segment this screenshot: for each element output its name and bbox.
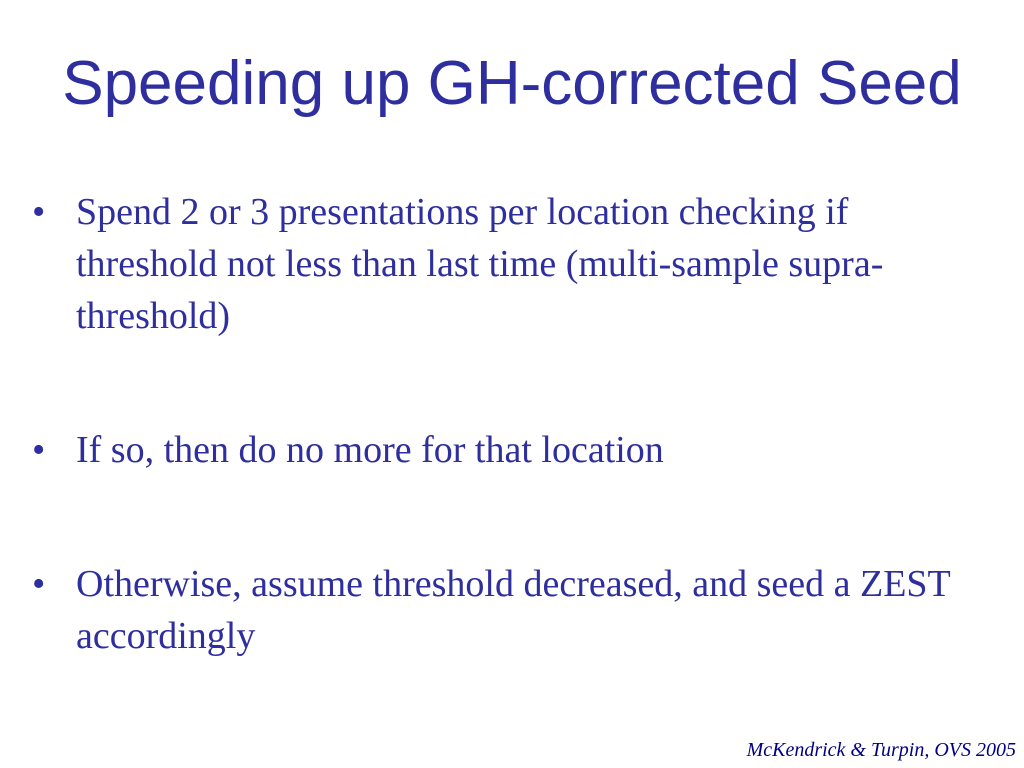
bullet-list [30,186,990,662]
bullet-item [30,558,990,662]
bullet-text: Spend 2 or 3 presentations per location checking if threshold not less than last time (multi-sample supra-threshold) [76,191,884,337]
bullet-dot-icon: • [32,191,46,233]
slide-title: Speeding up GH-corrected Seed [62,49,962,118]
bullet-item [30,186,990,342]
bullet-text: If so, then do no more for that location [76,429,664,471]
bullet-dot-icon: • [32,429,46,471]
bullet-text: Otherwise, assume threshold decreased, and seed a ZEST accordingly [76,563,951,657]
bullet-item [30,424,990,476]
bullet-dot-icon: • [32,563,46,605]
slide-footer-citation: McKendrick & Turpin, OVS 2005 [746,739,1016,761]
